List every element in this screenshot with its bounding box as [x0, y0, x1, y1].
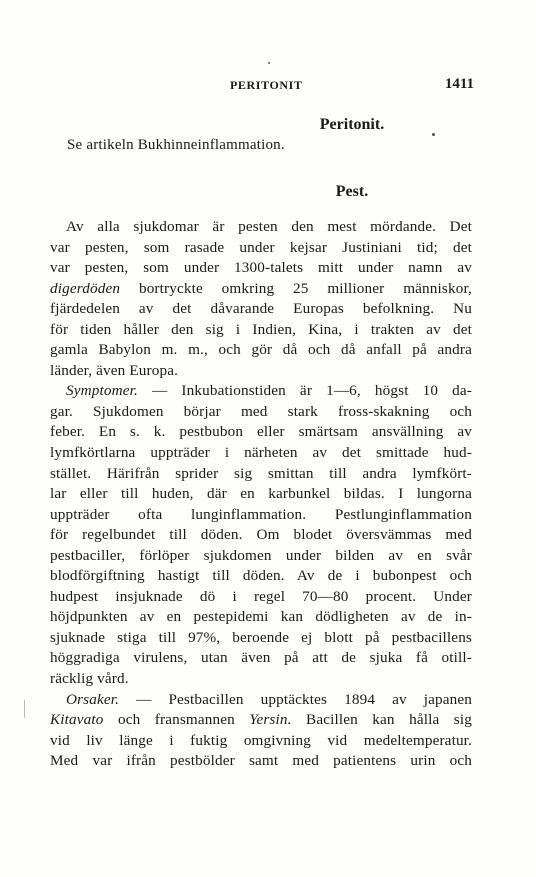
text-run: pestbaciller, förlöper sjukdomen under bilden av en svår	[50, 546, 472, 564]
text-line	[50, 669, 472, 690]
italic-term: Kitavato	[50, 711, 104, 729]
text-line	[50, 422, 472, 443]
entry-heading-pest: Pest.	[335, 183, 369, 200]
text-run: feber. En s. k. pestbubon eller smärtsam ansvällning av	[50, 423, 472, 441]
print-speck	[432, 133, 435, 136]
text-line	[50, 320, 472, 341]
text-run: Bacillen kan hålla sig	[291, 711, 472, 729]
text-line	[50, 525, 472, 546]
text-run: vid liv länge i fuktig omgivning vid medeltemperatur.	[50, 731, 472, 749]
print-speck	[268, 62, 270, 64]
text-line	[50, 464, 472, 485]
text-run: bortryckte omkring 25 millioner människor,	[120, 279, 472, 297]
italic-term: Symptomer.	[66, 382, 138, 400]
italic-term: Orsaker.	[66, 690, 120, 708]
text-line	[50, 566, 472, 587]
text-run: — Pestbacillen upptäcktes 1894 av japanen	[119, 690, 472, 708]
entry-heading-peritonit: Peritonit.	[319, 116, 385, 133]
text-run: Av alla sjukdomar är pesten den mest mördande. Det	[66, 218, 472, 235]
text-run: räcklig vård.	[50, 670, 129, 688]
text-run: sjuknade stiga till 97%, beroende ej blott på pestbacillens	[50, 628, 472, 646]
text-run: lymfkörtlarna uppträder i närheten av det smittade hud-	[50, 444, 472, 462]
text-run: lar eller till huden, där en karbunkel bildas. I lungorna	[50, 485, 472, 503]
text-run: gamla Babylon m. m., och gör då och då anfall på andra	[50, 341, 472, 359]
italic-term: Yersin.	[249, 711, 292, 729]
text-run: var pesten, som rasade under kejsar Justiniani tid; det	[50, 238, 472, 256]
text-run: höjdpunkten av en pestepidemi kan dödligheten av de in-	[50, 608, 472, 626]
text-line	[50, 628, 472, 649]
text-line	[50, 484, 472, 505]
text-run: för tiden håller den sig i Indien, Kina, i trakten av det	[50, 320, 472, 338]
text-line	[50, 505, 472, 526]
page-number: 1411	[444, 76, 474, 92]
text-run: höggradiga virulens, utan även på att de sjuka få otill-	[50, 649, 472, 667]
text-line	[50, 546, 472, 567]
text-line	[50, 710, 472, 731]
text-line	[50, 217, 472, 238]
text-run: stället. Härifrån sprider sig smittan till andra lymfkört-	[50, 464, 472, 482]
text-line	[50, 690, 472, 711]
text-line	[50, 402, 472, 423]
margin-mark	[24, 700, 25, 718]
entry-body-text	[50, 217, 472, 772]
text-run: Med var ifrån pestbölder samt med patientens urin och	[50, 752, 472, 770]
text-line	[50, 731, 472, 752]
text-line	[50, 238, 472, 259]
text-line	[50, 381, 472, 402]
text-line	[50, 299, 472, 320]
text-line	[50, 443, 472, 464]
running-header	[64, 76, 474, 96]
text-run: hudpest insjuknade dö i regel 70—80 procent. Under	[50, 587, 472, 605]
italic-term: digerdöden	[50, 279, 121, 297]
text-run: var pesten, som under 1300-talets mitt under namn av	[50, 259, 472, 277]
text-line	[50, 587, 472, 608]
text-run: gar. Sjukdomen börjar med stark fross-skakning och	[50, 402, 472, 420]
text-run: uppträder ofta lunginflammation. Pestlunginflammation	[50, 505, 472, 523]
text-run: fjärdedelen av det dåvarande Europas befolkning. Nu	[50, 300, 472, 318]
text-run: och fransmannen	[103, 711, 250, 729]
text-line	[50, 648, 472, 669]
text-run: för regelbundet till döden. Om blodet översvämmas med	[50, 526, 472, 544]
text-line	[50, 607, 472, 628]
text-line	[50, 279, 472, 300]
running-title: PERITONIT	[230, 78, 303, 92]
text-line	[50, 340, 472, 361]
text-line	[50, 751, 472, 772]
text-line	[50, 361, 472, 382]
text-run: länder, även Europa.	[50, 361, 179, 379]
text-run: — Inkubationstiden är 1—6, högst 10 da-	[137, 382, 472, 400]
text-run: blodförgiftning hastigt till döden. Av de i bubonpest och	[50, 567, 472, 585]
text-line	[50, 258, 472, 279]
cross-reference: Se artikeln Bukhinneinflammation.	[67, 137, 285, 153]
